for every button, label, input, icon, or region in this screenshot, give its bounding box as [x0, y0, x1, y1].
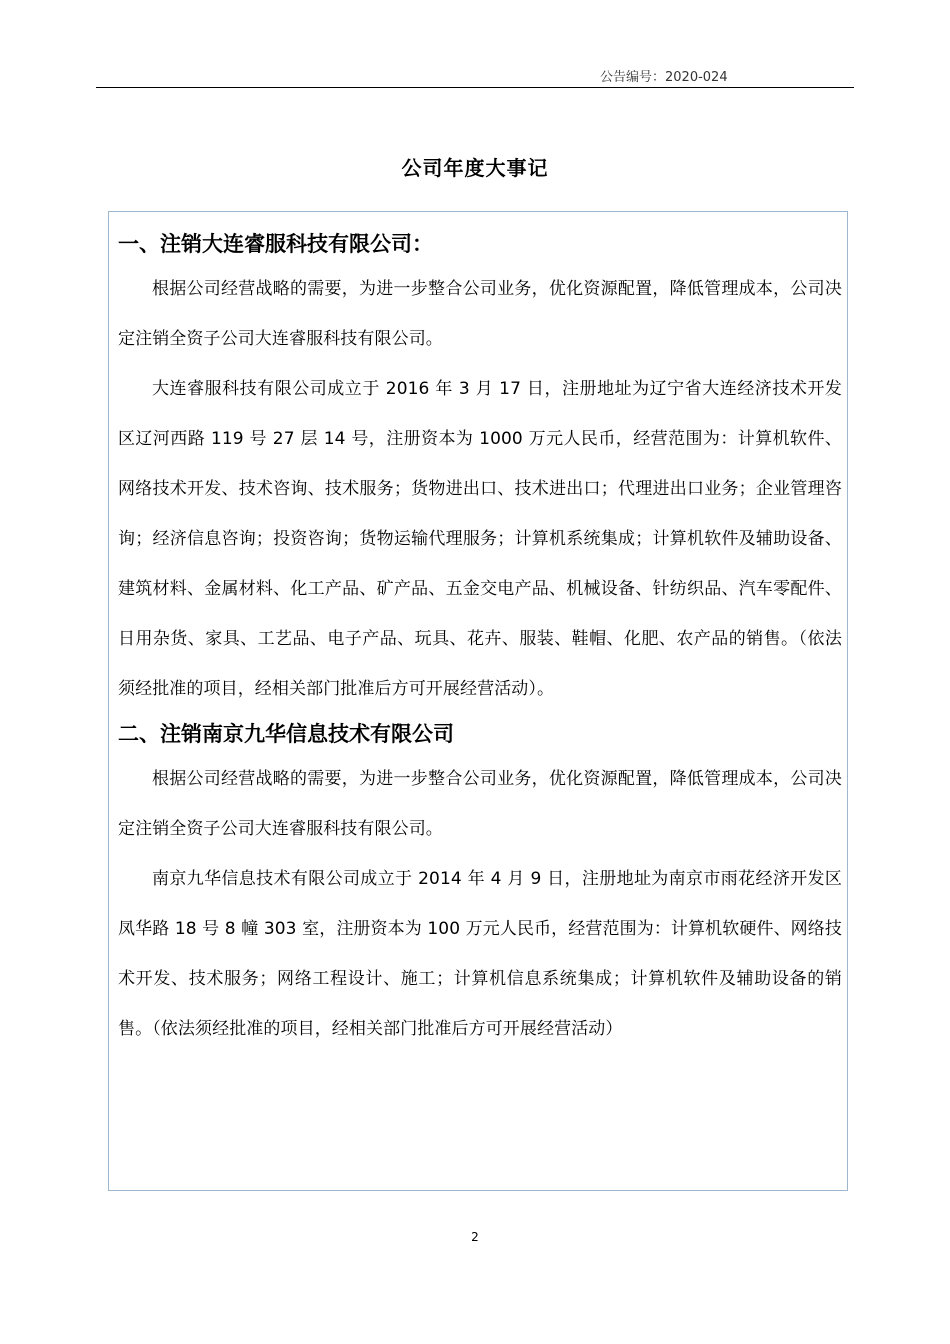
- section-2-paragraph-2: 南京九华信息技术有限公司成立于 2014 年 4 月 9 日，注册地址为南京市雨花经济开发区凤华路 18 号 8 幢 303 室，注册资本为 100 万元人民币，经营范围为：计算机软硬件、网络技术开发、技术服务；网络工程设计、施工；计算机信息系统集成；计算机软件及辅助设备的销售。（依法须经批准的项目，经相关部门批准后方可开展经营活动）: [118, 869, 842, 1039]
- page-title: 公司年度大事记: [401, 156, 549, 180]
- announcement-number: 公告编号：2020-024: [600, 70, 728, 85]
- header-divider: [96, 87, 854, 88]
- section-1-paragraph-2: 大连睿服科技有限公司成立于 2016 年 3 月 17 日，注册地址为辽宁省大连经济技术开发区辽河西路 119 号 27 层 14 号，注册资本为 1000 万元人民币，经营范围为：计算机软件、网络技术开发、技术咨询、技术服务；货物进出口、技术进出口；代理进出口业务；企业管理咨询；经济信息咨询；投资咨询；货物运输代理服务；计算机系统集成；计算机软件及辅助设备、建筑材料、金属材料、化工产品、矿产品、五金交电产品、机械设备、针纺织品、汽车零配件、日用杂货、家具、工艺品、电子产品、玩具、花卉、服装、鞋帽、化肥、农产品的销售。（依法须经批准的项目，经相关部门批准后方可开展经营活动）。: [118, 379, 842, 699]
- page-number: 2: [471, 1230, 479, 1244]
- section-2-heading: 二、注销南京九华信息技术有限公司: [118, 722, 454, 746]
- section-2-paragraph-1: 根据公司经营战略的需要，为进一步整合公司业务，优化资源配置，降低管理成本，公司决定注销全资子公司大连睿服科技有限公司。: [118, 769, 842, 839]
- document-body: [118, 224, 842, 1054]
- section-1-paragraph-1: 根据公司经营战略的需要，为进一步整合公司业务，优化资源配置，降低管理成本，公司决定注销全资子公司大连睿服科技有限公司。: [118, 279, 842, 349]
- section-1-heading: 一、注销大连睿服科技有限公司：: [118, 232, 433, 256]
